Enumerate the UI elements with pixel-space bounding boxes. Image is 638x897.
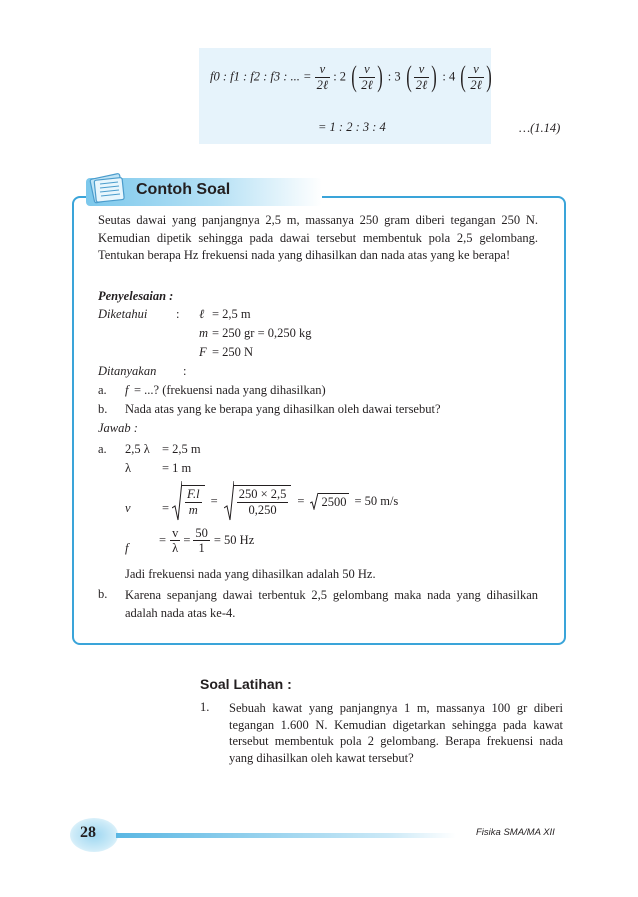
answer-letter-b: b. xyxy=(98,587,108,601)
known-sym-0: ℓ xyxy=(199,307,205,321)
step2-lhs: λ xyxy=(125,461,132,475)
sqrt1-num: F.l xyxy=(187,487,200,502)
frequency-formula xyxy=(159,526,254,556)
sqrt2-num: 250 × 2,5 xyxy=(238,487,287,502)
diketahui-label: Diketahui xyxy=(98,307,148,321)
equation-frac-4: $\frac{v}{\text{2ℓ}}$ xyxy=(470,62,482,92)
sqrt1-den: m xyxy=(185,502,202,517)
page-number: 28 xyxy=(80,824,96,841)
example-problem: Seutas dawai yang panjangnya 2,5 m, massanya 250 gram diberi tegangan 250 N. Kemudian dipetik sehingga pada dawai tersebut membentuk pola 2,5 gelombang. Tentukan berapa Hz frekuensi nada yang dihasilkan dan nada atas yang ke berapa! xyxy=(98,213,538,262)
equation-coef-2: : 2 xyxy=(333,69,347,84)
eq-sign-1: = xyxy=(210,493,218,508)
asked-text-b: Nada atas yang ke berapa yang dihasilkan oleh dawai tersebut? xyxy=(125,402,441,416)
step4-lhs: f xyxy=(125,541,129,555)
sqrt-formula xyxy=(172,480,205,522)
known-val-1: = 250 gr = 0,250 kg xyxy=(212,326,312,340)
conclusion-b: Karena sepanjang dawai terbentuk 2,5 gelombang maka nada yang dihasilkan adalah nada atas ke-4. xyxy=(125,588,538,620)
eq-sign-4: = xyxy=(183,533,191,548)
equation-number: …(1.14) xyxy=(519,121,561,135)
equation-ratio: f0 : f1 : f2 : f3 : ... = $\frac{v}{\text{2ℓ}}$ : 2 ( $\frac{v}{\text{2ℓ}}$ ) : 3 ( $\frac{v}{\text{2ℓ}}$ ) : 4 ( $\frac{v}{\text{2ℓ}}$ ) xyxy=(210,60,492,93)
asked-sym-a: f xyxy=(125,383,129,397)
sqrt-numeric xyxy=(224,480,292,522)
exercise-text: Sebuah kawat yang panjangnya 1 m, massanya 100 gr diberi tegangan 1.600 N. Kemudian digetarkan sehingga pada kawat tersebut membentuk pola 2 gelombang. Berapa frekuensi nada yang dihasilkan oleh kawat tersebut? xyxy=(229,701,563,765)
known-sym-1: m xyxy=(199,326,209,340)
frac-v-lambda: $\frac{v}{\lambda}$ xyxy=(172,526,179,556)
equation-result: = 1 : 2 : 3 : 4 xyxy=(318,120,386,134)
sqrt-2500: 2500 xyxy=(310,492,349,510)
known-val-0: = 2,5 m xyxy=(212,307,251,321)
step3-result: = 50 m/s xyxy=(354,493,399,508)
asked-text-a: = ...? (frekuensi nada yang dihasilkan) xyxy=(134,383,326,397)
example-heading: Contoh Soal xyxy=(136,181,231,198)
step1-rhs: = 2,5 m xyxy=(162,442,201,456)
solution-label: Penyelesaian : xyxy=(98,289,174,303)
exercise-number: 1. xyxy=(200,700,210,714)
step4-result: = 50 Hz xyxy=(213,533,255,548)
eq-sign-2: = xyxy=(297,493,305,508)
eq-sign-3: = xyxy=(159,533,167,548)
equation-frac-3: $\frac{v}{\text{2ℓ}}$ xyxy=(415,62,428,92)
step1-lhs: 2,5 λ xyxy=(125,442,150,456)
footer-rule xyxy=(116,833,456,838)
ditanyakan-colon: : xyxy=(183,364,187,378)
known-val-2: = 250 N xyxy=(212,345,254,359)
equation-frac-1: $\frac{v}{\text{2ℓ}}$ xyxy=(316,62,329,92)
known-sym-2: F xyxy=(199,345,207,359)
step3-eq: = xyxy=(162,501,170,515)
equation-coef-3: : 3 xyxy=(387,69,401,84)
step3-lhs: v xyxy=(125,501,131,515)
diketahui-colon: : xyxy=(176,307,180,321)
sqrt2-den: 0,250 xyxy=(237,502,289,517)
velocity-formula xyxy=(172,480,398,522)
equation-frac-2: $\frac{v}{\text{2ℓ}}$ xyxy=(361,62,373,92)
notebook-icon xyxy=(86,168,130,208)
book-title: Fisika SMA/MA XII xyxy=(476,827,555,838)
ditanyakan-label: Ditanyakan xyxy=(98,364,157,378)
equation-lhs: f0 : f1 : f2 : f3 : ... = xyxy=(210,69,312,84)
conclusion-a: Jadi frekuensi nada yang dihasilkan adalah 50 Hz. xyxy=(125,567,376,581)
frac-50-1: $\frac{50}{1}$ xyxy=(195,526,208,556)
exercise-title: Soal Latihan : xyxy=(200,676,292,692)
asked-letter-b: b. xyxy=(98,402,108,416)
jawab-label: Jawab : xyxy=(98,421,138,435)
asked-letter-a: a. xyxy=(98,383,107,397)
step2-rhs: = 1 m xyxy=(162,461,192,475)
answer-letter-a: a. xyxy=(98,442,107,456)
equation-coef-4: : 4 xyxy=(442,69,456,84)
